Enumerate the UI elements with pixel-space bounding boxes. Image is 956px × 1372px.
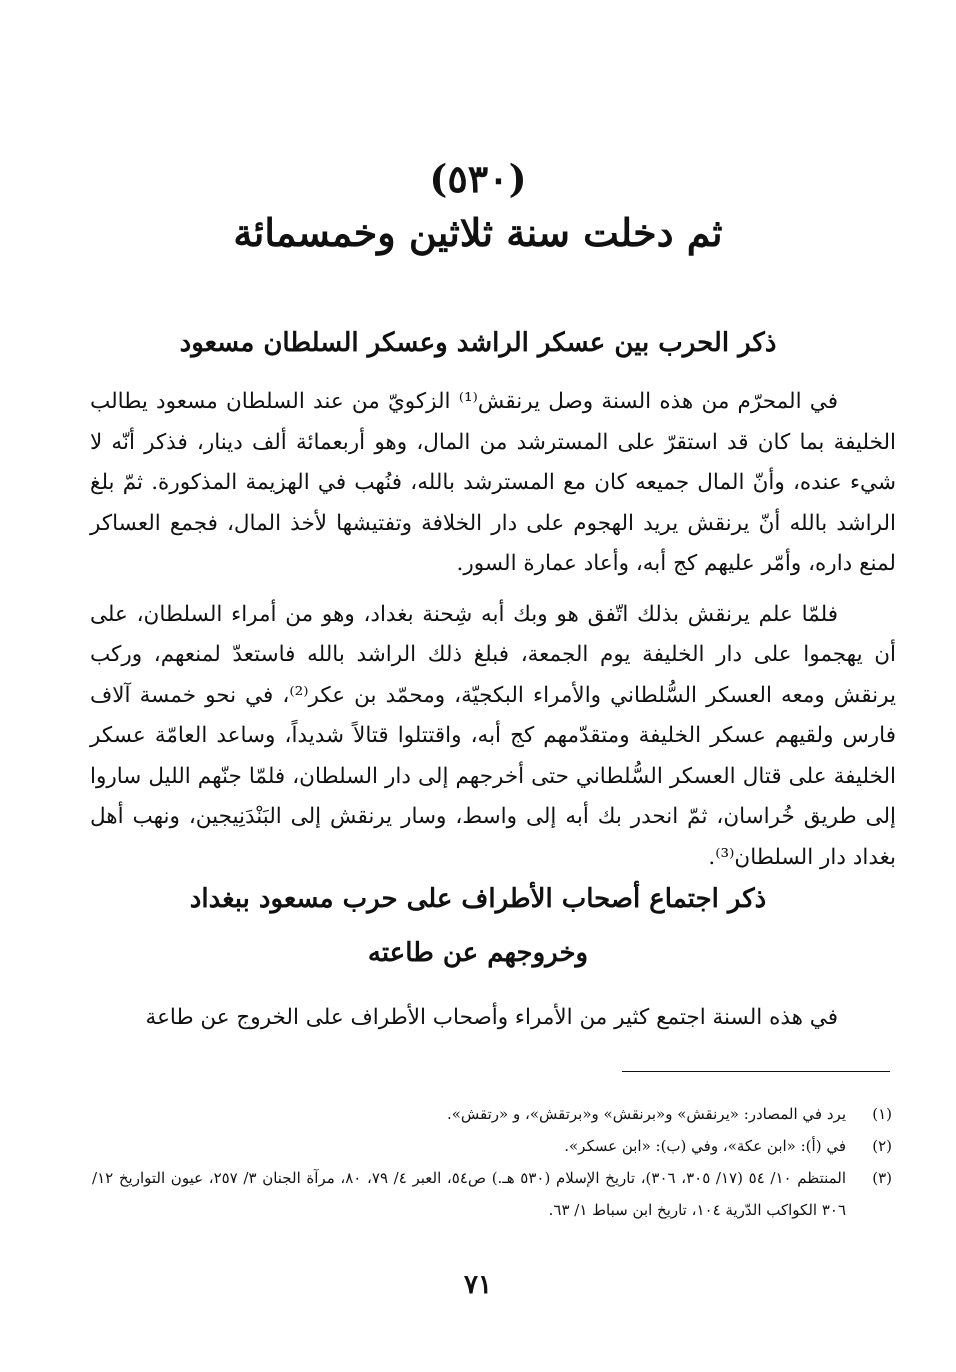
section-title: ذكر الحرب بين عسكر الراشد وعسكر السلطان مسعود — [179, 328, 777, 358]
footnote-separator — [622, 1071, 890, 1072]
page-number: ٧١ — [464, 1270, 492, 1300]
footnote-number: (١) — [872, 1105, 892, 1123]
footnote-text: المنتظم ١٠/ ٥٤ (١٧/ ٣٠٥، ٣٠٦)، تاريخ الإسلام (٥٣٠ هـ.) ص٥٤، العبر ٤/ ٧٩، ٨٠، مرآة الجنان ٣/ ٢٥٧، عيون التواريخ ١٢/ ٣٠٦ الكواكب الدّرية ١٠٤، تاريخ ابن سباط ١/ ٦٣. — [92, 1169, 847, 1219]
footnote-text: يرد في المصادر: «يرنقش» و«برنقش» و«برتقش»، و «رتقش». — [446, 1105, 846, 1123]
chapter-title: ثم دخلت سنة ثلاثين وخمسمائة — [233, 210, 723, 255]
year-heading: (٥٣٠) — [429, 156, 527, 201]
footnote — [92, 1130, 892, 1162]
footnote-text: في (أ): «ابن عكة»، وفي (ب): «ابن عسكر». — [564, 1137, 846, 1155]
footnote — [92, 1162, 892, 1226]
paragraph: في المحرّم من هذه السنة وصل يرنقش⁽¹⁾ الزكويّ من عند السلطان مسعود يطالب الخليفة بما كان قد استقرّ على المسترشد من المال، وهو أربعمائة ألف دينار، فذكر أنّه لا شيء عنده، وأنّ المال جميعه كان مع المسترشد بالله، فنُهب في الهزيمة المذكورة. ثمّ بلغ الراشد بالله أنّ يرنقش يريد الهجوم على دار الخلافة وتفتيشها لأخذ المال، فجمع العساكر لمنع داره، وأمّر عليهم كج أبه، وأعاد عمارة السور. — [90, 389, 896, 576]
section-body — [90, 998, 896, 1039]
footnote-number: (٢) — [872, 1137, 892, 1155]
section-body — [90, 382, 896, 878]
section-title-line: ذكر اجتماع أصحاب الأطراف على حرب مسعود ببغداد — [189, 884, 767, 914]
footnote-number: (٣) — [872, 1169, 892, 1187]
section-title-line: وخروجهم عن طاعته — [367, 938, 589, 968]
paragraph: فلمّا علم يرنقش بذلك اتّفق هو وبك أبه شِحنة بغداد، وهو من أمراء السلطان، على أن يهجموا على دار الخليفة يوم الجمعة، فبلغ ذلك الراشد بالله فاستعدّ لمنعهم، وركب يرنقش ومعه العسكر السُّلطاني والأمراء البكجيّة، ومحمّد بن عكر⁽²⁾، في نحو خمسة آلاف فارس ولقيهم عسكر الخليفة ومتقدّمهم كج أبه، واقتتلوا قتالاً شديداً، وساعد العامّة عسكر الخليفة على قتال العسكر السُّلطاني حتى أخرجهم إلى دار السلطان، فلمّا جنّهم الليل ساروا إلى طريق خُراسان، ثمّ انحدر بك أبه إلى واسط، وسار يرنقش إلى البَنْدَنِيجين، ونهب أهل بغداد دار السلطان⁽³⁾. — [90, 601, 896, 870]
footnote — [92, 1098, 892, 1130]
footnotes — [92, 1098, 892, 1226]
paragraph: في هذه السنة اجتمع كثير من الأمراء وأصحاب الأطراف على الخروج عن طاعة — [145, 1005, 838, 1030]
